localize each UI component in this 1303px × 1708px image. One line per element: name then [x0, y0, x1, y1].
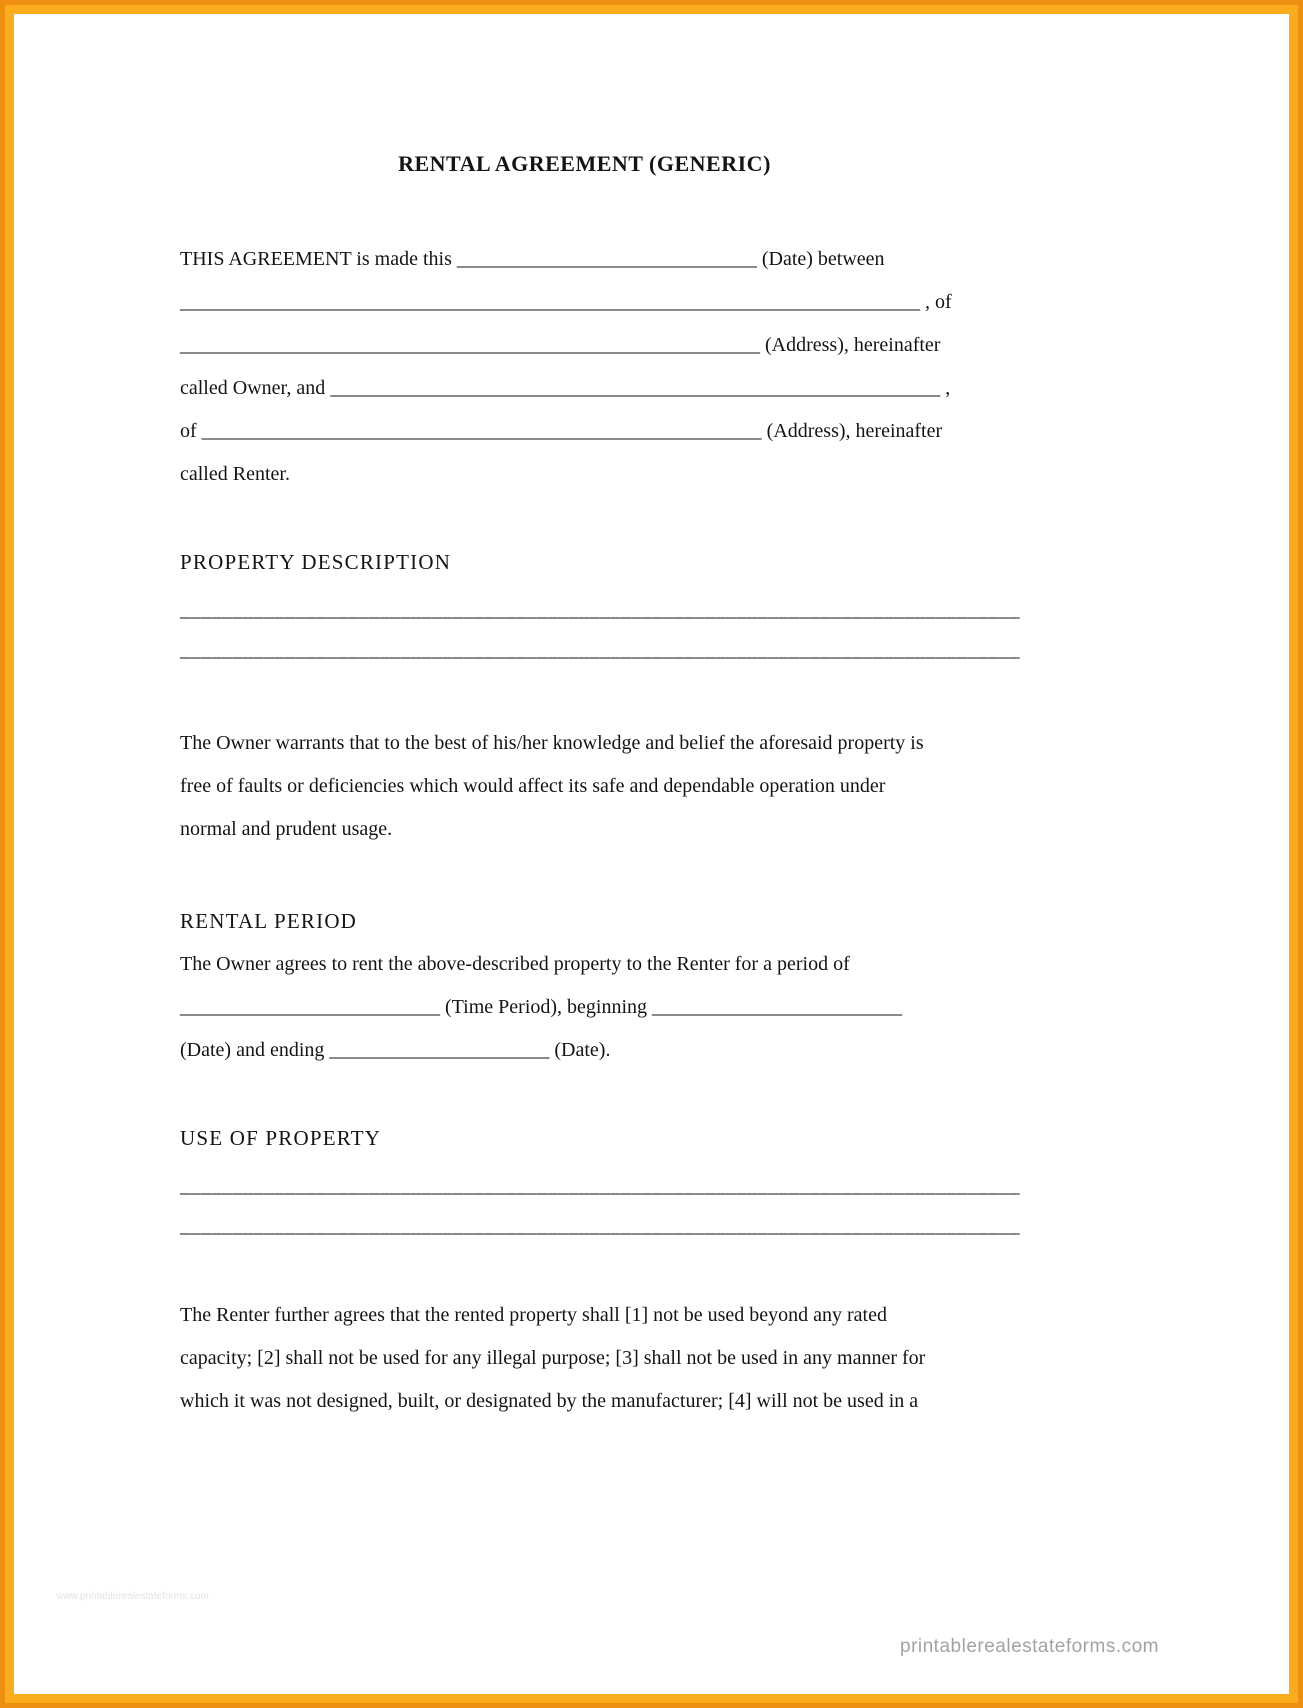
form-line: THIS AGREEMENT is made this ______________________________ (Date) between	[180, 248, 885, 270]
form-line: normal and prudent usage.	[180, 818, 393, 840]
form-line: (Date) and ending ______________________ (Date).	[180, 1039, 611, 1061]
form-line: of ________________________________________________________ (Address), hereinafter	[180, 420, 943, 442]
document-page	[14, 14, 1289, 1694]
form-line: free of faults or deficiencies which would affect its safe and dependable operation under	[180, 775, 886, 797]
form-line: which it was not designed, built, or designated by the manufacturer; [4] will not be used in a	[180, 1390, 919, 1412]
form-line: The Owner agrees to rent the above-described property to the Renter for a period of	[180, 953, 850, 975]
section-heading-rental-period: RENTAL PERIOD	[180, 909, 358, 933]
section-heading-use-of-property: USE OF PROPERTY	[180, 1126, 382, 1150]
blank-line: ________________________________________________________________________________	[180, 1175, 1020, 1197]
form-line: called Renter.	[180, 463, 290, 485]
form-line: __________________________________________________________ (Address), hereinafter	[180, 334, 941, 356]
form-line: called Owner, and _____________________________________________________________ ,	[180, 377, 951, 399]
warranty-paragraph	[180, 722, 989, 851]
blank-line: ________________________________________________________________________________	[180, 1215, 1020, 1237]
blank-line: ________________________________________________________________________________	[180, 599, 1020, 621]
form-line: capacity; [2] shall not be used for any illegal purpose; [3] shall not be used in any manner for	[180, 1347, 926, 1369]
watermark-small: www.printablerealestateforms.com	[56, 1591, 209, 1602]
section-heading-property-description: PROPERTY DESCRIPTION	[180, 550, 452, 574]
property-description-blanks	[180, 590, 1020, 670]
page-title: RENTAL AGREEMENT (GENERIC)	[398, 151, 771, 176]
blank-line: ________________________________________________________________________________	[180, 639, 1020, 661]
renter-terms-paragraph	[180, 1294, 989, 1423]
watermark-site: printablerealestateforms.com	[900, 1636, 1159, 1657]
use-of-property-blanks	[180, 1166, 1020, 1246]
intro-paragraph	[180, 238, 989, 496]
rental-period-paragraph	[180, 943, 989, 1072]
form-line: __________________________ (Time Period), beginning _________________________	[180, 996, 903, 1018]
form-line: __________________________________________________________________________ , of	[180, 291, 952, 313]
form-line: The Owner warrants that to the best of his/her knowledge and belief the aforesaid property is	[180, 732, 924, 754]
form-line: The Renter further agrees that the rented property shall [1] not be used beyond any rated	[180, 1304, 887, 1326]
